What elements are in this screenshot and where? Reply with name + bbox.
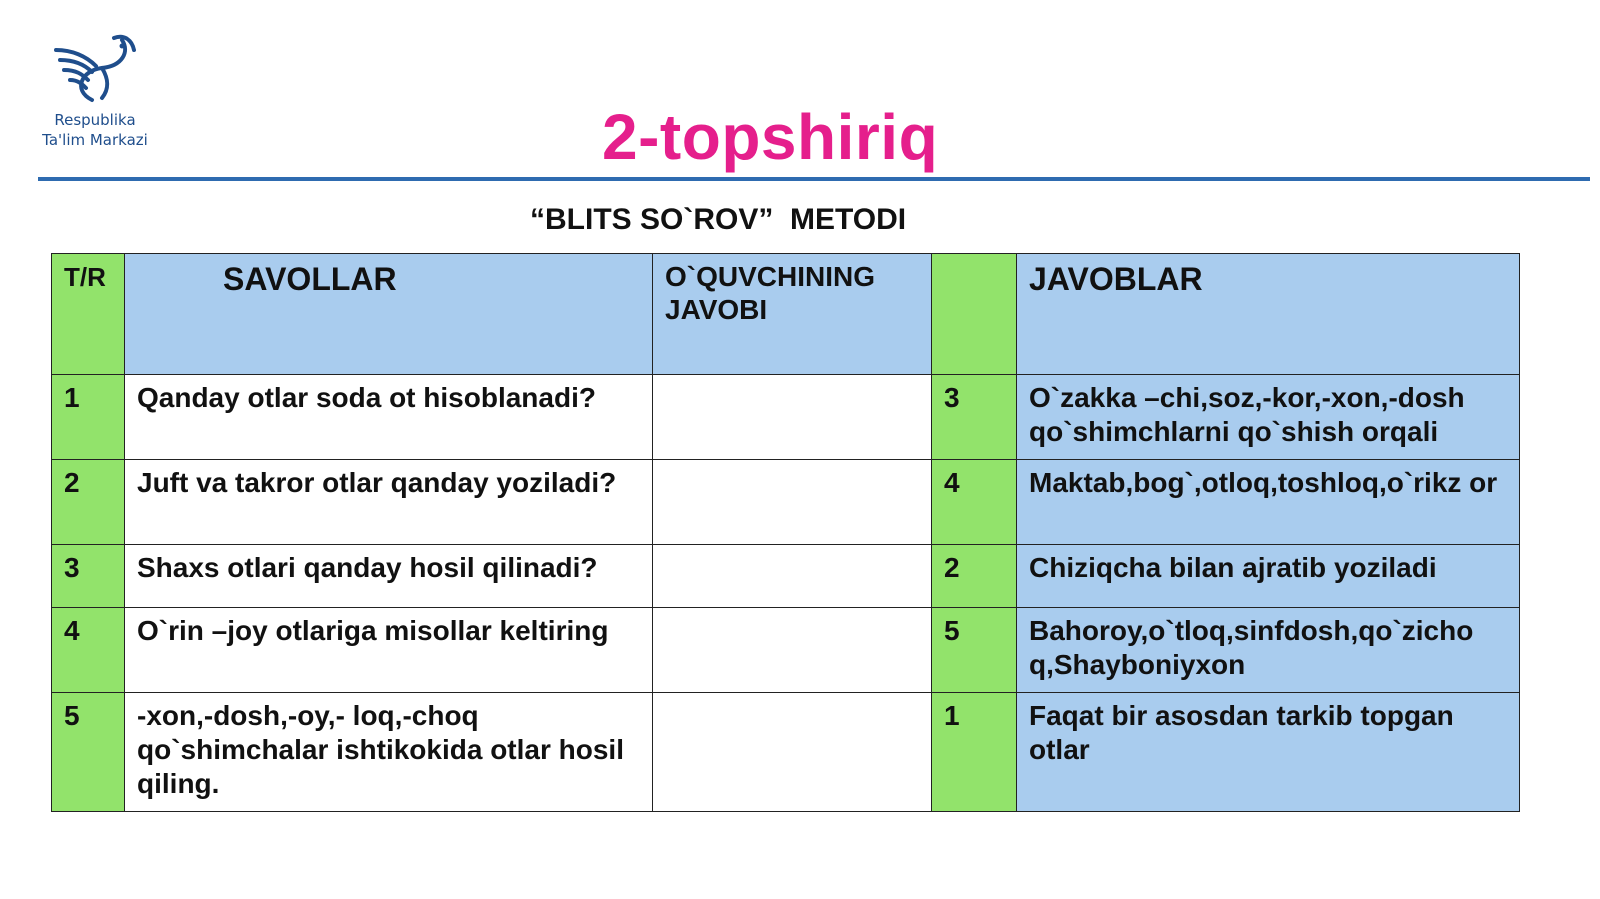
answer-number: 2 bbox=[932, 545, 1017, 608]
student-answer-cell[interactable] bbox=[653, 545, 932, 608]
table-row bbox=[52, 693, 1520, 812]
question-cell: -xon,-dosh,-oy,- loq,-choq qo`shimchalar ishtikokida otlar hosil qiling. bbox=[125, 693, 653, 812]
header-number bbox=[932, 254, 1017, 375]
logo-line2: Ta'lim Markazi bbox=[42, 131, 148, 149]
student-answer-cell[interactable] bbox=[653, 375, 932, 460]
row-number: 1 bbox=[52, 375, 125, 460]
answer-cell: Maktab,bog`,otloq,toshloq,o`rikz or bbox=[1017, 460, 1520, 545]
row-number: 5 bbox=[52, 693, 125, 812]
row-number: 3 bbox=[52, 545, 125, 608]
question-cell: Qanday otlar soda ot hisoblanadi? bbox=[125, 375, 653, 460]
table-row bbox=[52, 545, 1520, 608]
answer-cell: Bahoroy,o`tloq,sinfdosh,qo`zicho q,Shayboniyxon bbox=[1017, 608, 1520, 693]
table-row bbox=[52, 460, 1520, 545]
dove-icon bbox=[52, 30, 138, 106]
page-title: 2-topshiriq bbox=[602, 101, 939, 173]
answer-cell: Faqat bir asosdan tarkib topgan otlar bbox=[1017, 693, 1520, 812]
title-divider bbox=[38, 177, 1590, 181]
answer-number: 5 bbox=[932, 608, 1017, 693]
answer-number: 1 bbox=[932, 693, 1017, 812]
table-row bbox=[52, 608, 1520, 693]
header-student-answer: O`QUVCHINING JAVOBI bbox=[653, 254, 932, 375]
row-number: 4 bbox=[52, 608, 125, 693]
table-header-row bbox=[52, 254, 1520, 375]
table-row bbox=[52, 375, 1520, 460]
logo bbox=[30, 30, 160, 150]
blits-table bbox=[51, 253, 1520, 812]
header-tr: T/R bbox=[52, 254, 125, 375]
student-answer-cell[interactable] bbox=[653, 608, 932, 693]
question-cell: Juft va takror otlar qanday yoziladi? bbox=[125, 460, 653, 545]
answer-number: 4 bbox=[932, 460, 1017, 545]
answer-cell: Chiziqcha bilan ajratib yoziladi bbox=[1017, 545, 1520, 608]
answer-cell: O`zakka –chi,soz,-kor,-xon,-dosh qo`shimchlarni qo`shish orqali bbox=[1017, 375, 1520, 460]
row-number: 2 bbox=[52, 460, 125, 545]
logo-line1: Respublika bbox=[54, 111, 136, 129]
question-cell: O`rin –joy otlariga misollar keltiring bbox=[125, 608, 653, 693]
subtitle: “BLITS SO`ROV” METODI bbox=[530, 203, 907, 236]
student-answer-cell[interactable] bbox=[653, 693, 932, 812]
answer-number: 3 bbox=[932, 375, 1017, 460]
header-answers: JAVOBLAR bbox=[1017, 254, 1520, 375]
student-answer-cell[interactable] bbox=[653, 460, 932, 545]
header-questions: SAVOLLAR bbox=[125, 254, 653, 375]
question-cell: Shaxs otlari qanday hosil qilinadi? bbox=[125, 545, 653, 608]
